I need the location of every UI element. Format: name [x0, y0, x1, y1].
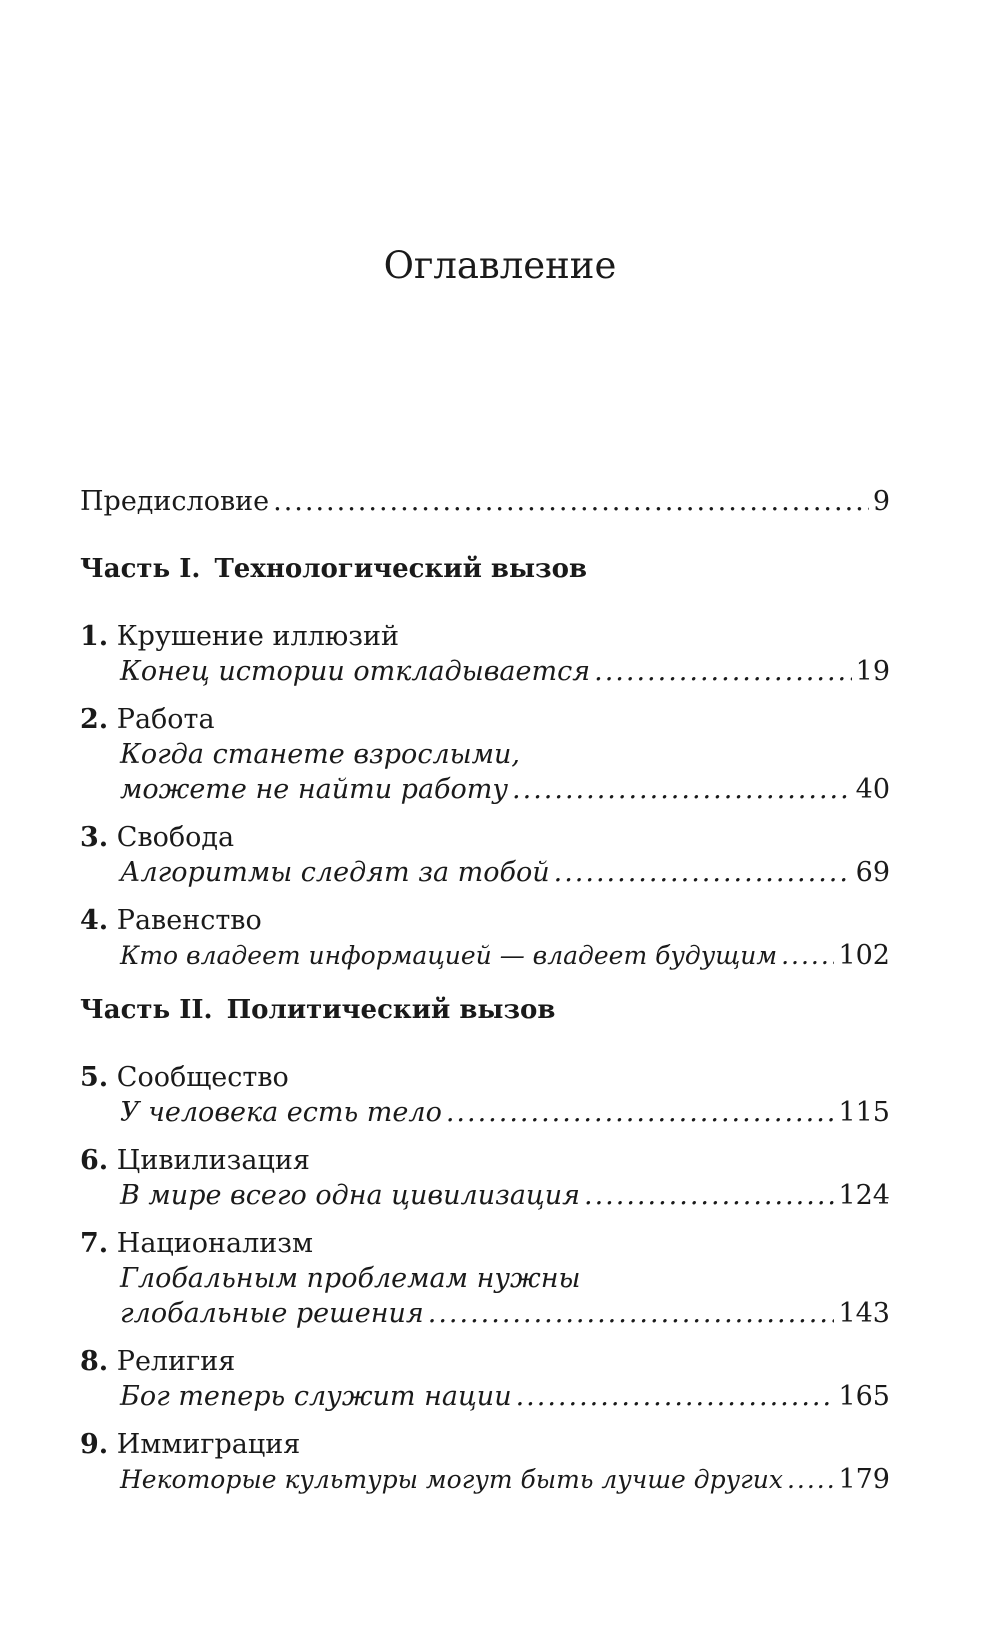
chapter-number: 3.: [80, 822, 109, 853]
part-heading: [80, 993, 890, 1027]
chapter-subtitle: Конец истории откладывается: [120, 656, 591, 687]
dot-leader: [273, 484, 869, 519]
chapter-subtitle: Кто владеет информацией — владеет будущим: [120, 941, 778, 970]
chapter-title: Иммиграция: [116, 1429, 301, 1460]
chapter-subtitle: можете не найти работу: [120, 774, 509, 805]
chapter-title: Национализм: [116, 1228, 314, 1259]
page-number: 124: [838, 1180, 890, 1211]
chapter-subtitle: Некоторые культуры могут быть лучше других: [120, 1465, 783, 1494]
dot-leader: [516, 1379, 835, 1414]
toc-chapter[interactable]: [80, 1226, 890, 1331]
dot-leader: [781, 938, 834, 973]
chapter-subtitle: Глобальным проблемам нужны: [120, 1263, 581, 1294]
part-heading: [80, 552, 890, 586]
chapter-number: 7.: [80, 1228, 109, 1259]
chapter-subtitle: У человека есть тело: [120, 1097, 442, 1128]
chapter-number: 9.: [80, 1429, 109, 1460]
toc-chapter[interactable]: [80, 1427, 890, 1497]
page-number: 19: [855, 656, 890, 687]
part-title: Технологический вызов: [214, 554, 588, 584]
chapter-title: Свобода: [116, 822, 235, 853]
chapter-subtitle: Бог теперь служит нации: [120, 1381, 512, 1412]
chapter-number: 5.: [80, 1062, 109, 1093]
page-number: 179: [838, 1464, 890, 1495]
chapter-subtitle: глобальные решения: [120, 1298, 424, 1329]
page-number: 69: [855, 857, 890, 888]
dot-leader: [554, 855, 852, 890]
page-number: 165: [838, 1381, 890, 1412]
dot-leader: [512, 772, 852, 807]
table-of-contents: [80, 484, 890, 1510]
toc-chapter[interactable]: [80, 1344, 890, 1414]
dot-leader: [787, 1462, 835, 1497]
page-number: 40: [855, 774, 890, 805]
part-label: Часть I.: [80, 554, 201, 584]
page-number: 143: [838, 1298, 890, 1329]
toc-chapter[interactable]: [80, 903, 890, 973]
toc-chapter[interactable]: [80, 619, 890, 689]
chapter-title: Крушение иллюзий: [116, 621, 400, 652]
toc-chapter[interactable]: [80, 702, 890, 807]
toc-chapter[interactable]: [80, 1143, 890, 1213]
part-label: Часть II.: [80, 995, 213, 1025]
dot-leader: [594, 654, 852, 689]
toc-chapter[interactable]: [80, 820, 890, 890]
page-number: 102: [838, 940, 890, 971]
toc-chapter[interactable]: [80, 1060, 890, 1130]
chapter-number: 6.: [80, 1145, 109, 1176]
chapter-title: Равенство: [116, 905, 262, 936]
chapter-number: 8.: [80, 1346, 109, 1377]
chapter-title: Сообщество: [116, 1062, 289, 1093]
chapter-number: 1.: [80, 621, 109, 652]
toc-entry-preface[interactable]: [80, 484, 890, 519]
dot-leader: [428, 1296, 835, 1331]
chapter-subtitle: Когда станете взрослыми,: [120, 739, 520, 770]
page-title: Оглавление: [383, 244, 617, 287]
dot-leader: [584, 1178, 834, 1213]
chapter-number: 4.: [80, 905, 109, 936]
chapter-title: Цивилизация: [116, 1145, 310, 1176]
page-number: 115: [838, 1097, 890, 1128]
chapter-subtitle: В мире всего одна цивилизация: [120, 1180, 581, 1211]
chapter-number: 2.: [80, 704, 109, 735]
chapter-title: Работа: [116, 704, 215, 735]
dot-leader: [446, 1095, 835, 1130]
toc-entry-title: Предисловие: [80, 486, 270, 517]
chapter-title: Религия: [116, 1346, 236, 1377]
page-number: 9: [872, 486, 890, 517]
part-title: Политический вызов: [226, 995, 556, 1025]
chapter-subtitle: Алгоритмы следят за тобой: [120, 857, 550, 888]
